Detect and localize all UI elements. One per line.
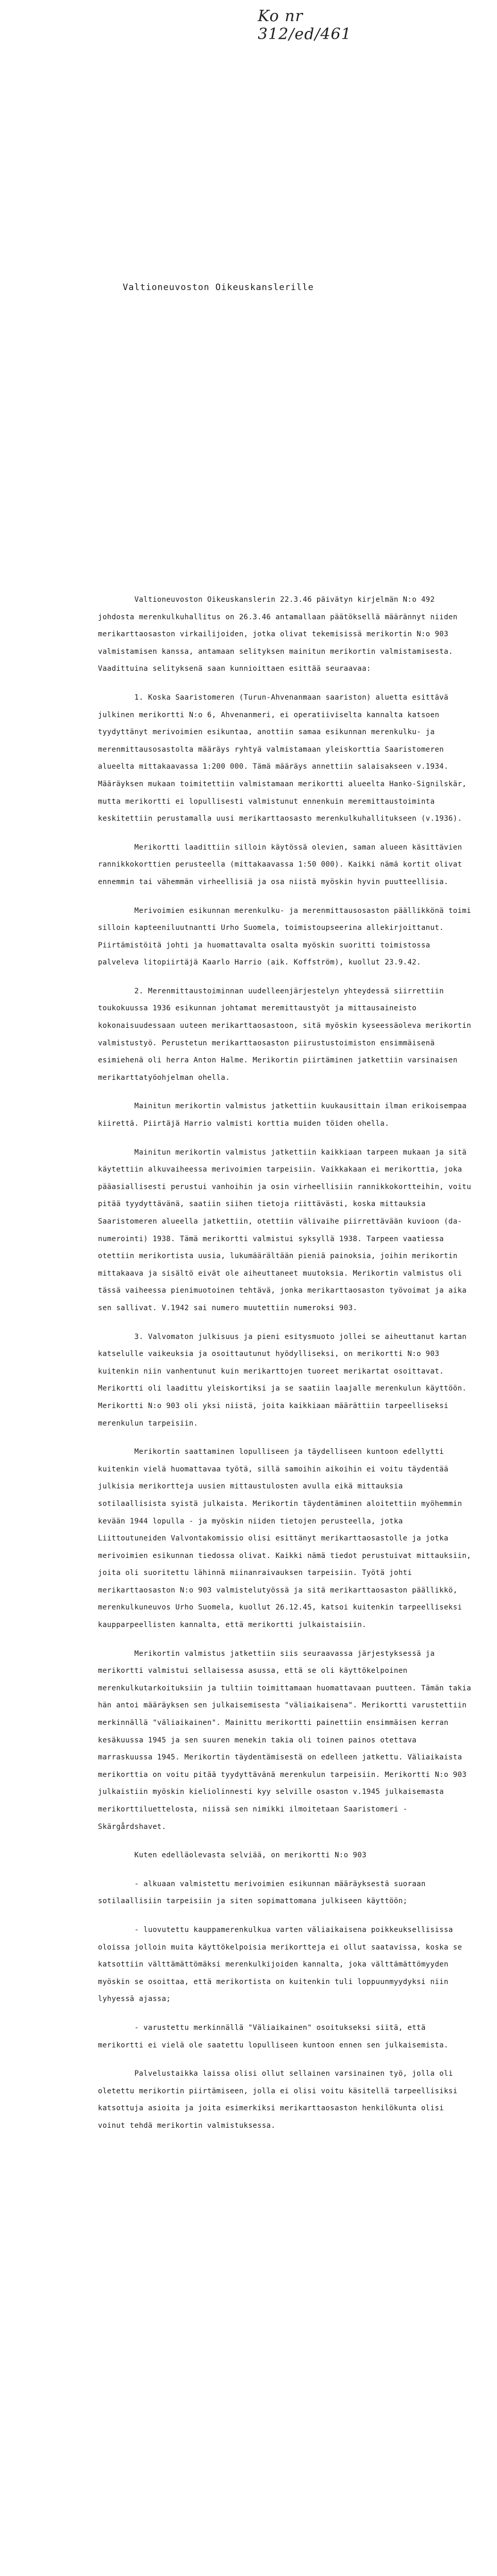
paragraph: Mainitun merikortin valmistus jatkettiin kuukausittain ilman erikoisempaa kiirettä. Piirtäjä Harrio valmisti korttia muiden töiden ohella. — [98, 1102, 471, 1128]
paragraph: Mainitun merikortin valmistus jatkettiin kaikkiaan tarpeen mukaan ja sitä käytettiin alkuvaiheessa merivoimien tarpeisiin. Vaikkakaan ei merikorttia, joka pääasiallisesti perustui vanhoihin ja osin virheellisiin rannikkokortteihin, voitu pitää tyydyttävänä, saatiin siihen tietoja riittävästi, koska mittauksia Saaristomeren alueella jatkettiin, otettiin välivaihe piirrettävään kuvioon (da-numerointi) 1938. Tämä merikortti valmistui syksyllä 1938. Tarpeen vaatiessa otettiin merikortista uusia, lukumäärältään pieniä painoksia, joihin merikortin mittakaava ja sisältö eivät ole aiheuttaneet muutoksia. Merikortin valmistus oli tässä vaiheessa pienimuotoinen tehtävä, jonka merikarttaosaston työvoimat ja aika sen sallivat. V.1942 sai numero muutettiin numeroksi 903. — [98, 1148, 476, 1312]
paragraph: Merikortin valmistus jatkettiin siis seuraavassa järjestyksessä ja merikortti valmistui sellaisessa asussa, että se oli käyttökelpoinen merenkulkutarkoituksiin ja tultiin toimittamaan huomattavaan puutteen. Tämän takia hän antoi määräyksen sen julkaisemisesta "väliaikaisena". Merikortti varustettiin merkinnällä "väliaikainen". Mainittu merikortti painettiin ensimmäisen kerran kesäkuussa 1945 ja sen suuren menekin takia oli toinen painos otettava marraskuussa 1945. Merikortin täydentämisestä on edelleen jatkettu. Väliaikaista merikorttia on voitu pitää tyydyttävänä merenkulun tarpeisiin. Merikortti N:o 903 julkaistiin myöskin kieliolinnesti kyy selville osaston v.1945 julkaisemasta merikorttiluettelosta, niissä sen nimikki ilmoitetaan Saaristomeri - Skärgårdshavet. — [98, 1649, 476, 1831]
paragraph: - varustettu merkinnällä "Väliaikainen" osoitukseksi siitä, että merikortti ei vielä ole saatettu lopulliseen kuntoon ennen sen julkaisemista. — [98, 2023, 449, 2049]
paragraph: Merikortin saattaminen lopulliseen ja täydelliseen kuntoon edellytti kuitenkin vielä huomattavaa työtä, sillä samoihin aikoihin ei voitu täydentää julkisia merikortteja uusien mittaustulosten avulla eikä mittauksia sotilaallisista syistä julkaista. Merikortin täydentäminen aloitettiin myöhemmin kevään 1944 lopulla - ja myöskin niiden tietojen perusteella, jotka Liittoutuneiden Valvontakomissio olisi esittänyt merikarttaosastolle ja jotka merivoimien esikunnan tiedossa olivat. Kaikki nämä tiedot perustuivat mittauksiin, joita oli suoritettu lähinnä miinanraivauksen tarpeisiin. Työtä johti merikarttaosaston N:o 903 valmistelutyössä ja sitä merikarttaosaston päällikkö, merenkulkuneuvos Urho Suomela, kuollut 26.12.45, katsoi kuitenkin tarpeelliseksi kaupparpeellisten kannalta, että merikortti julkaistaisiin. — [98, 1448, 476, 1630]
addressee-title: Valtioneuvoston Oikeuskanslerille — [123, 282, 314, 293]
paragraph: Merivoimien esikunnan merenkulku- ja merenmittausosaston päällikkönä toimi silloin kapteeniluutnantti Urho Suomela, toimistoupseerina allekirjoittanut. Piirtämistöitä johti ja huomattavalta osalta myöskin suoritti toimistossa palveleva litopiirtäjä Kaarlo Harrio (aik. Koffström), kuollut 23.9.42. — [98, 906, 476, 967]
paragraph: Kuten edelläolevasta selviää, on merikortti N:o 903 — [98, 1851, 367, 1860]
paragraph: Palvelustaikka laissa olisi ollut sellainen varsinainen työ, jolla oli oletettu merikortin piirtämiseen, jolla ei olisi voitu käsitellä tarpeellisiksi katsottuja asioita ja joita esimerkiksi merikarttaosaston henkilökunta olisi voinut tehdä merikortin valmistuksessa. — [98, 2070, 462, 2130]
paragraph: 2. Merenmittaustoiminnan uudelleenjärjestelyn yhteydessä siirrettiin toukokuussa 1936 esikunnan johtamat meremittaustyöt ja mittausaineisto kokonaisuudessaan uuteen merikarttaosastoon, sitä myöskin kyseessäoleva merikortin valmistustyö. Perustetun merikarttaosaston piirustustoimiston ensimmäisenä esimiehenä oli herra Anton Halme. Merikortin piirtäminen jatkettiin varsinaisen merikarttatyöohjelman ohella. — [98, 987, 476, 1082]
paragraph: Valtioneuvoston Oikeuskanslerin 22.3.46 päivätyn kirjelmän N:o 492 johdosta merenkulkuhallitus on 26.3.46 antamallaan päätöksellä määrännyt niiden merikarttaosaston virkailijoiden, jotka olivat tekemisissä merikortin N:o 903 valmistamisen kanssa, antamaan selityksen mainitun merikortin valmistamisesta. Vaadittuina selityksenä saan kunnioittaen esittää seuraavaa: — [98, 596, 462, 673]
paragraph: - luovutettu kauppamerenkulkua varten väliaikaisena poikkeuksellisissa oloissa jolloin muita käyttökelpoisia merikortteja ei ollut saatavissa, koska se katsottiin välttämättömäksi merenkulkijoiden kannalta, joka välttämättömyyden myöskin se osoittaa, että merikortista on kuitenkin tuli loppuunmyydyksi niin lyhyessä ajassa; — [98, 1925, 467, 2004]
paragraph: Merikortti laadittiin silloin käytössä olevien, saman alueen käsittävien rannikkokorttien perusteella (mittakaavassa 1:50 000). Kaikki nämä kortit olivat ennemmin tai vähemmän virheellisiä ja osa niistä myöskin hyvin puutteellisia. — [98, 843, 467, 886]
handwritten-reference-note: Ko nr 312/ed/461 — [258, 7, 352, 43]
paragraph: 3. Valvomaton julkisuus ja pieni esitysmuoto jollei se aiheuttanut kartan katselulle vaikeuksia ja osoittautunut hyödylliseksi, on merikortti N:o 903 kuitenkin niin vanhentunut kuin merikarttojen tuoreet merikartat osoittavat. Merikortti oli laadittu yleiskortiksi ja se saatiin laajalle merenkulun käyttöön. Merikortti N:o 903 oli yksi niistä, joita kaikkiaan määrättiin tarpeelliseksi merenkulun tarpeisiin. — [98, 1332, 471, 1428]
document-body — [98, 591, 475, 2146]
paragraph: - alkuaan valmistettu merivoimien esikunnan määräyksestä suoraan sotilaallisiin tarpeisiin ja siten sopimattomana julkiseen käyttöön; — [98, 1879, 430, 1906]
paragraph: 1. Koska Saaristomeren (Turun-Ahvenanmaan saariston) aluetta esittävä julkinen merikortti N:o 6, Ahvenanmeri, ei operatiiviselta kannalta katsoen tyydyttänyt merivoimien esikuntaa, anottiin samaa esikunnan merenkulku- ja merenmittausosastolta määräys ryhtyä valmistamaan yleiskorttia Saaristomeren alueelta mittakaavassa 1:200 000. Tämä määräys annettiin salaisakseen v.1934. Määräyksen mukaan toimitettiin valmistamaan merikortti alueelta Hanko-Signilskär, mutta merikortti ei lopullisesti valmistunut ennenkuin meremittaustoiminta keskitettiin perustamalla uusi merikarttaosasto merenkulkuhallitukseen (v.1936). — [98, 693, 471, 823]
